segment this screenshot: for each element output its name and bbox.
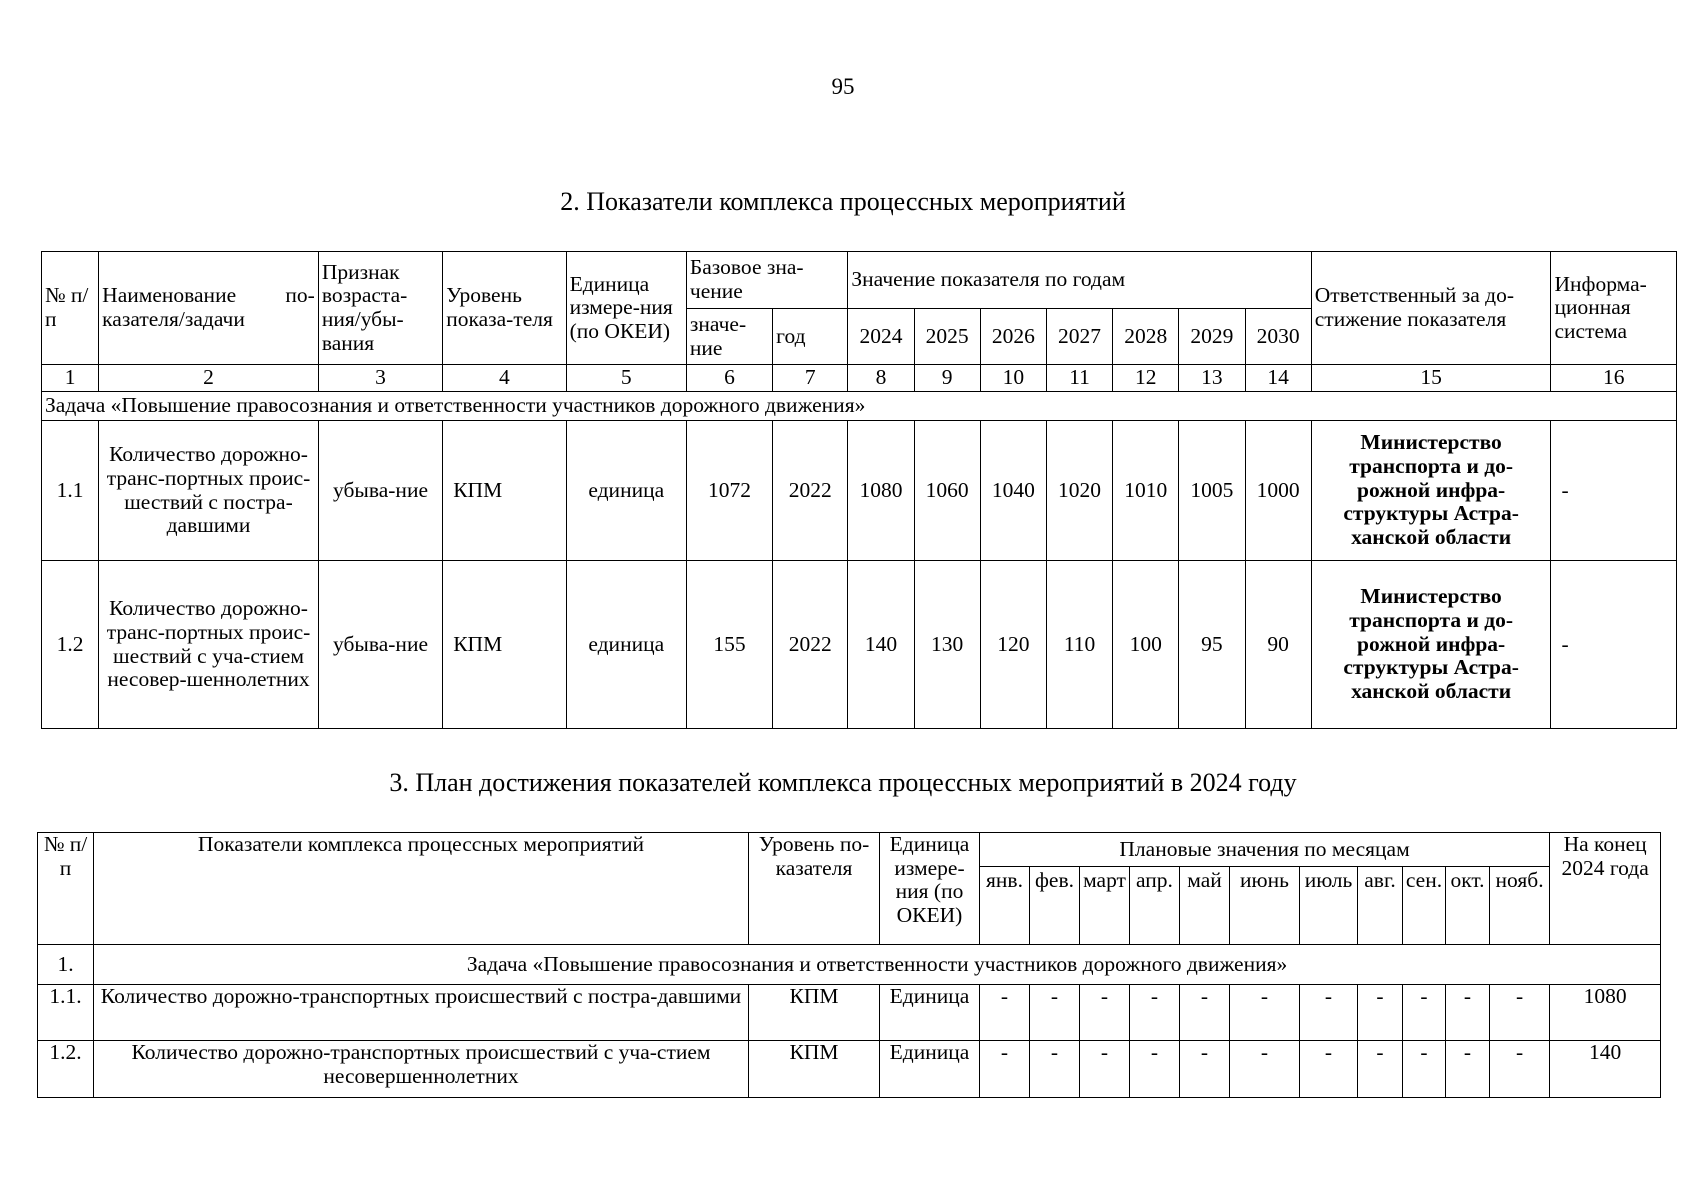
row-year-value: 1005: [1179, 421, 1245, 561]
row-base-value: 1072: [686, 421, 772, 561]
row-level: КПМ: [443, 421, 566, 561]
row-base-year: 2022: [773, 421, 848, 561]
header-month: авг.: [1358, 867, 1403, 945]
row-year-value: 1020: [1046, 421, 1112, 561]
row-month-value: -: [980, 1041, 1030, 1098]
row-month-value: -: [1300, 1041, 1358, 1098]
header-year: 2028: [1113, 309, 1179, 365]
row-month-value: -: [1180, 985, 1230, 1041]
row-month-value: -: [1403, 1041, 1446, 1098]
header-year: 2025: [914, 309, 980, 365]
row-year-end: 1080: [1550, 985, 1661, 1041]
section-3-title: 3. План достижения показателей комплекса процессных мероприятий в 2024 году: [389, 768, 1297, 797]
row-year-value: 95: [1179, 561, 1245, 729]
column-number: 14: [1245, 365, 1311, 392]
row-month-value: -: [1490, 1041, 1550, 1098]
row-year-value: 1000: [1245, 421, 1311, 561]
row-month-value: -: [1180, 1041, 1230, 1098]
row-info-system: -: [1551, 561, 1677, 729]
table-row: [42, 561, 1677, 729]
header-month: апр.: [1130, 867, 1180, 945]
header-year: 2030: [1245, 309, 1311, 365]
row-year-value: 110: [1046, 561, 1112, 729]
header-num: № п/п: [38, 833, 94, 945]
header-month: март: [1080, 867, 1130, 945]
task-row: Задача «Повышение правосознания и ответственности участников дорожного движения»: [94, 945, 1661, 985]
row-responsible: Министерство транспорта и до-рожной инфра-структуры Астра-ханской области: [1311, 421, 1551, 561]
row-month-value: -: [1300, 985, 1358, 1041]
column-number: 6: [686, 365, 772, 392]
header-year: 2024: [848, 309, 914, 365]
row-month-value: -: [1230, 985, 1300, 1041]
row-info-system: -: [1551, 421, 1677, 561]
row-unit: единица: [566, 421, 686, 561]
table-row: [38, 1041, 1661, 1098]
row-month-value: -: [1030, 985, 1080, 1041]
header-month: июль: [1300, 867, 1358, 945]
row-year-end: 140: [1550, 1041, 1661, 1098]
header-base-value: значе-ние: [686, 309, 772, 365]
column-number: 16: [1551, 365, 1677, 392]
row-month-value: -: [980, 985, 1030, 1041]
row-unit: единица: [566, 561, 686, 729]
row-base-value: 155: [686, 561, 772, 729]
header-level: Уровень показа-теля: [443, 252, 566, 365]
column-number: 9: [914, 365, 980, 392]
indicators-table: [41, 251, 1677, 729]
header-month: июнь: [1230, 867, 1300, 945]
header-unit: Единица измере-ния (по ОКЕИ): [880, 833, 980, 945]
header-base-year: год: [773, 309, 848, 365]
row-num: 1.1: [42, 421, 99, 561]
header-year: 2027: [1046, 309, 1112, 365]
row-responsible: Министерство транспорта и до-рожной инфра-структуры Астра-ханской области: [1311, 561, 1551, 729]
row-year-value: 90: [1245, 561, 1311, 729]
header-indicator: Показатели комплекса процессных мероприятий: [94, 833, 749, 945]
column-number: 10: [980, 365, 1046, 392]
row-month-value: -: [1230, 1041, 1300, 1098]
row-month-value: -: [1446, 985, 1490, 1041]
row-month-value: -: [1446, 1041, 1490, 1098]
column-number: 12: [1113, 365, 1179, 392]
table-row: [38, 985, 1661, 1041]
row-unit: Единица: [880, 1041, 980, 1098]
row-year-value: 130: [914, 561, 980, 729]
row-month-value: -: [1358, 1041, 1403, 1098]
row-year-value: 1080: [848, 421, 914, 561]
column-number: 4: [443, 365, 566, 392]
column-number: 13: [1179, 365, 1245, 392]
row-level: КПМ: [443, 561, 566, 729]
row-year-value: 1040: [980, 421, 1046, 561]
row-month-value: -: [1080, 1041, 1130, 1098]
header-num: № п/п: [42, 252, 99, 365]
row-name: Количество дорожно-транспортных происшествий с уча-стием несовершеннолетних: [94, 1041, 749, 1098]
page-number: 95: [831, 74, 855, 99]
header-responsible: Ответственный за до-стижение показателя: [1311, 252, 1551, 365]
row-sign: убыва-ние: [318, 421, 442, 561]
column-number: 11: [1046, 365, 1112, 392]
column-number: 5: [566, 365, 686, 392]
row-month-value: -: [1403, 985, 1446, 1041]
header-month: окт.: [1446, 867, 1490, 945]
row-name: Количество дорожно-транс-портных проис-шествий с уча-стием несовер-шеннолетних: [99, 561, 319, 729]
column-number: 1: [42, 365, 99, 392]
plan-table: [37, 832, 1661, 1098]
row-level: КПМ: [749, 1041, 880, 1098]
header-sign: Признак возраста-ния/убы-вания: [318, 252, 442, 365]
task-row: Задача «Повышение правосознания и ответственности участников дорожного движения»: [42, 392, 1677, 421]
column-number: 7: [773, 365, 848, 392]
header-year: 2026: [980, 309, 1046, 365]
row-month-value: -: [1130, 1041, 1180, 1098]
row-name: Количество дорожно-транспортных происшествий с постра-давшими: [94, 985, 749, 1041]
header-month: нояб.: [1490, 867, 1550, 945]
row-num: 1.2: [42, 561, 99, 729]
row-num: 1.1.: [38, 985, 94, 1041]
header-month: янв.: [980, 867, 1030, 945]
row-year-value: 120: [980, 561, 1046, 729]
row-month-value: -: [1490, 985, 1550, 1041]
task-num: 1.: [38, 945, 94, 985]
header-year: 2029: [1179, 309, 1245, 365]
header-info-system: Информа-ционная система: [1551, 252, 1677, 365]
row-year-value: 1010: [1113, 421, 1179, 561]
header-base: Базовое зна-чение: [686, 252, 847, 309]
section-2-title: 2. Показатели комплекса процессных мероприятий: [560, 187, 1126, 216]
header-level: Уровень по-казателя: [749, 833, 880, 945]
row-sign: убыва-ние: [318, 561, 442, 729]
column-number: 3: [318, 365, 442, 392]
row-month-value: -: [1358, 985, 1403, 1041]
header-name: Наименование по-казателя/задачи: [99, 252, 319, 365]
row-year-value: 1060: [914, 421, 980, 561]
row-month-value: -: [1030, 1041, 1080, 1098]
row-month-value: -: [1080, 985, 1130, 1041]
row-base-year: 2022: [773, 561, 848, 729]
header-months-group: Плановые значения по месяцам: [980, 833, 1550, 867]
row-name: Количество дорожно-транс-портных проис-шествий с постра-давшими: [99, 421, 319, 561]
table-row: [42, 421, 1677, 561]
row-unit: Единица: [880, 985, 980, 1041]
column-number: 2: [99, 365, 319, 392]
header-year-end: На конец 2024 года: [1550, 833, 1661, 945]
row-num: 1.2.: [38, 1041, 94, 1098]
header-unit: Единица измере-ния (по ОКЕИ): [566, 252, 686, 365]
column-number: 8: [848, 365, 914, 392]
column-number: 15: [1311, 365, 1551, 392]
row-year-value: 100: [1113, 561, 1179, 729]
header-month: сен.: [1403, 867, 1446, 945]
header-month: май: [1180, 867, 1230, 945]
header-month: фев.: [1030, 867, 1080, 945]
row-year-value: 140: [848, 561, 914, 729]
row-level: КПМ: [749, 985, 880, 1041]
header-years-group: Значение показателя по годам: [848, 252, 1311, 309]
row-month-value: -: [1130, 985, 1180, 1041]
